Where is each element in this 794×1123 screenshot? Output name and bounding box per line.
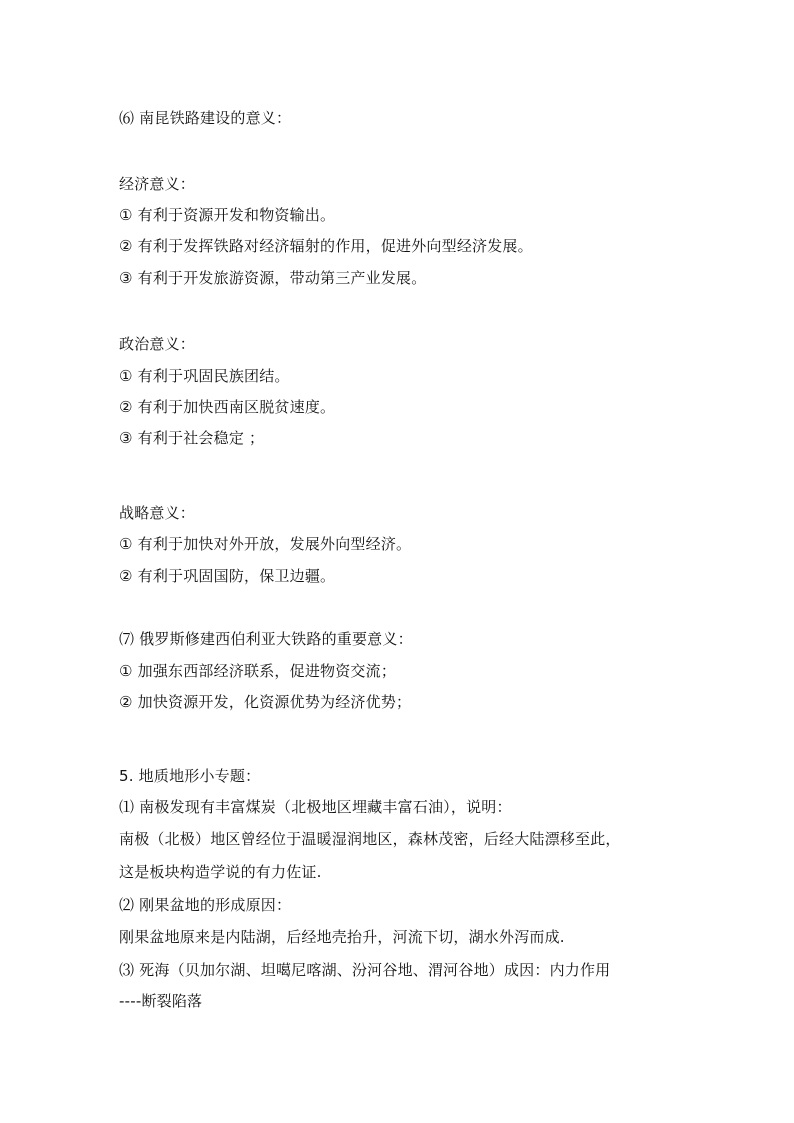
paragraph: 刚果盆地原来是内陆湖，后经地壳抬升，河流下切，湖水外泻而成. xyxy=(119,928,565,946)
paragraph: ⑴ 南极发现有丰富煤炭（北极地区埋藏丰富石油），说明： xyxy=(119,798,512,816)
section-heading-siberian-railway: ⑺ 俄罗斯修建西伯利亚大铁路的重要意义： xyxy=(119,630,413,648)
section-heading-geology: 5. 地质地形小专题： xyxy=(119,767,261,785)
list-item: ① 有利于巩固民族团结。 xyxy=(119,367,290,385)
section-heading-nankun-railway: ⑹ 南昆铁路建设的意义： xyxy=(119,109,292,127)
list-item: ① 有利于资源开发和物资输出。 xyxy=(119,206,336,224)
subheading-economic: 经济意义： xyxy=(119,175,196,193)
list-item: ② 有利于发挥铁路对经济辐射的作用，促进外向型经济发展。 xyxy=(119,237,533,255)
paragraph: 这是板块构造学说的有力佐证. xyxy=(119,863,322,881)
list-item: ① 加强东西部经济联系，促进物资交流； xyxy=(119,662,397,680)
list-item: ③ 有利于开发旅游资源，带动第三产业发展。 xyxy=(119,269,427,287)
paragraph: ⑶ 死海（贝加尔湖、坦噶尼喀湖、汾河谷地、渭河谷地）成因：内力作用 xyxy=(119,961,611,979)
list-item: ② 有利于加快西南区脱贫速度。 xyxy=(119,398,336,416)
paragraph: 南极（北极）地区曾经位于温暖湿润地区，森林茂密，后经大陆漂移至此， xyxy=(119,830,621,848)
subheading-political: 政治意义： xyxy=(119,335,196,353)
list-item: ① 有利于加快对外开放，发展外向型经济。 xyxy=(119,535,412,553)
list-item: ③ 有利于社会稳定 ； xyxy=(119,429,265,447)
list-item: ② 加快资源开发，化资源优势为经济优势； xyxy=(119,693,412,711)
paragraph: ----断裂陷落 xyxy=(119,992,203,1010)
subheading-strategic: 战略意义： xyxy=(119,504,196,522)
list-item: ② 有利于巩固国防，保卫边疆。 xyxy=(119,567,336,585)
paragraph: ⑵ 刚果盆地的形成原因： xyxy=(119,896,292,914)
